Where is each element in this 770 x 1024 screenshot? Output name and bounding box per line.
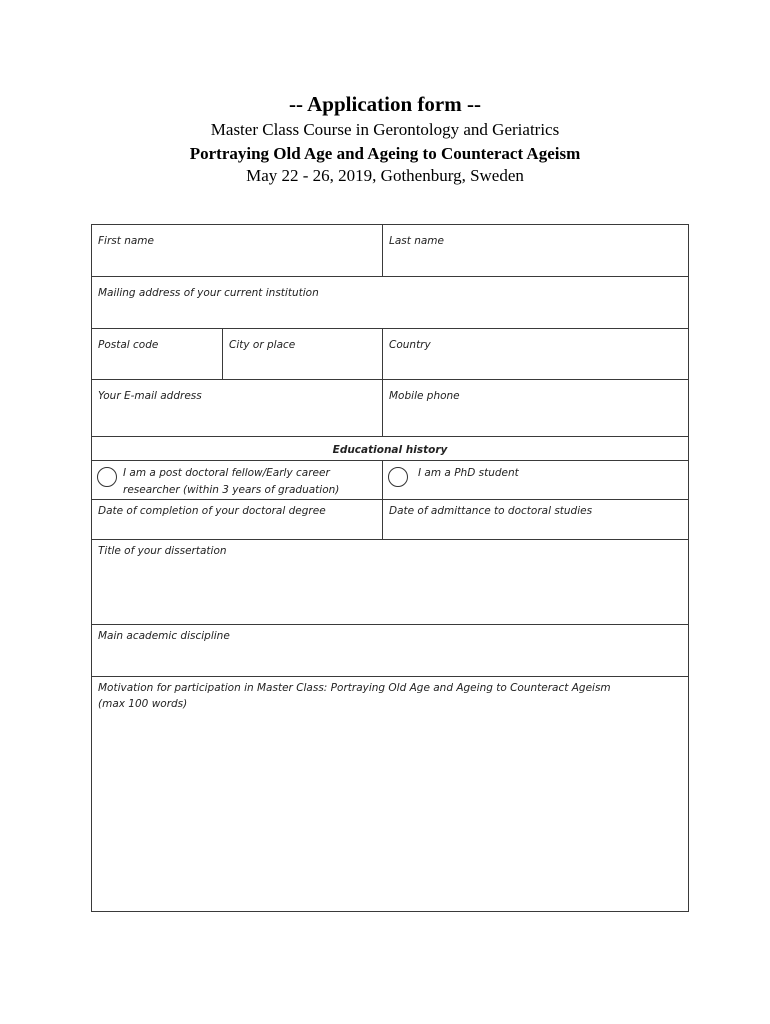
postdoc-radio[interactable] [97,467,117,487]
motivation-word-limit: (max 100 words) [98,698,188,710]
dissertation-title-label: Title of your dissertation [98,545,227,557]
city-field[interactable] [222,328,383,380]
country-label: Country [389,339,431,351]
doctoral-completion-field[interactable] [91,499,383,540]
dissertation-title-field[interactable] [91,539,689,625]
postdoc-option[interactable] [91,460,383,500]
mobile-phone-label: Mobile phone [389,390,460,402]
educational-history-label: Educational history [332,444,448,456]
course-theme: Portraying Old Age and Ageing to Counteract Ageism [189,144,581,163]
academic-discipline-label: Main academic discipline [98,630,230,642]
mobile-phone-field[interactable] [382,379,689,437]
application-form [91,224,689,912]
phd-option[interactable] [382,460,689,500]
last-name-label: Last name [389,235,444,247]
mailing-address-field[interactable] [91,276,689,329]
motivation-label: Motivation for participation in Master Class: Portraying Old Age and Ageing to Counteract Ageism [98,682,611,694]
course-name: Master Class Course in Gerontology and Geriatrics [210,120,560,139]
doctoral-admittance-label: Date of admittance to doctoral studies [389,505,593,517]
postal-code-field[interactable] [91,328,223,380]
postdoc-option-label-line2: researcher (within 3 years of graduation) [123,484,340,496]
form-title: -- Application form -- [289,92,481,116]
educational-history-heading [91,436,689,461]
doctoral-admittance-field[interactable] [382,499,689,540]
first-name-field[interactable] [91,224,383,277]
motivation-field[interactable] [91,676,689,912]
academic-discipline-field[interactable] [91,624,689,677]
doctoral-completion-label: Date of completion of your doctoral degree [98,505,326,517]
email-field[interactable] [91,379,383,437]
first-name-label: First name [98,235,154,247]
mailing-address-label: Mailing address of your current institution [98,287,319,299]
postdoc-option-label-line1: I am a post doctoral fellow/Early career [123,467,330,479]
postal-code-label: Postal code [98,339,159,351]
city-label: City or place [229,339,296,351]
phd-option-label: I am a PhD student [418,467,519,479]
course-date-place: May 22 - 26, 2019, Gothenburg, Sweden [246,166,524,185]
phd-radio[interactable] [388,467,408,487]
email-label: Your E-mail address [98,390,202,402]
last-name-field[interactable] [382,224,689,277]
country-field[interactable] [382,328,689,380]
